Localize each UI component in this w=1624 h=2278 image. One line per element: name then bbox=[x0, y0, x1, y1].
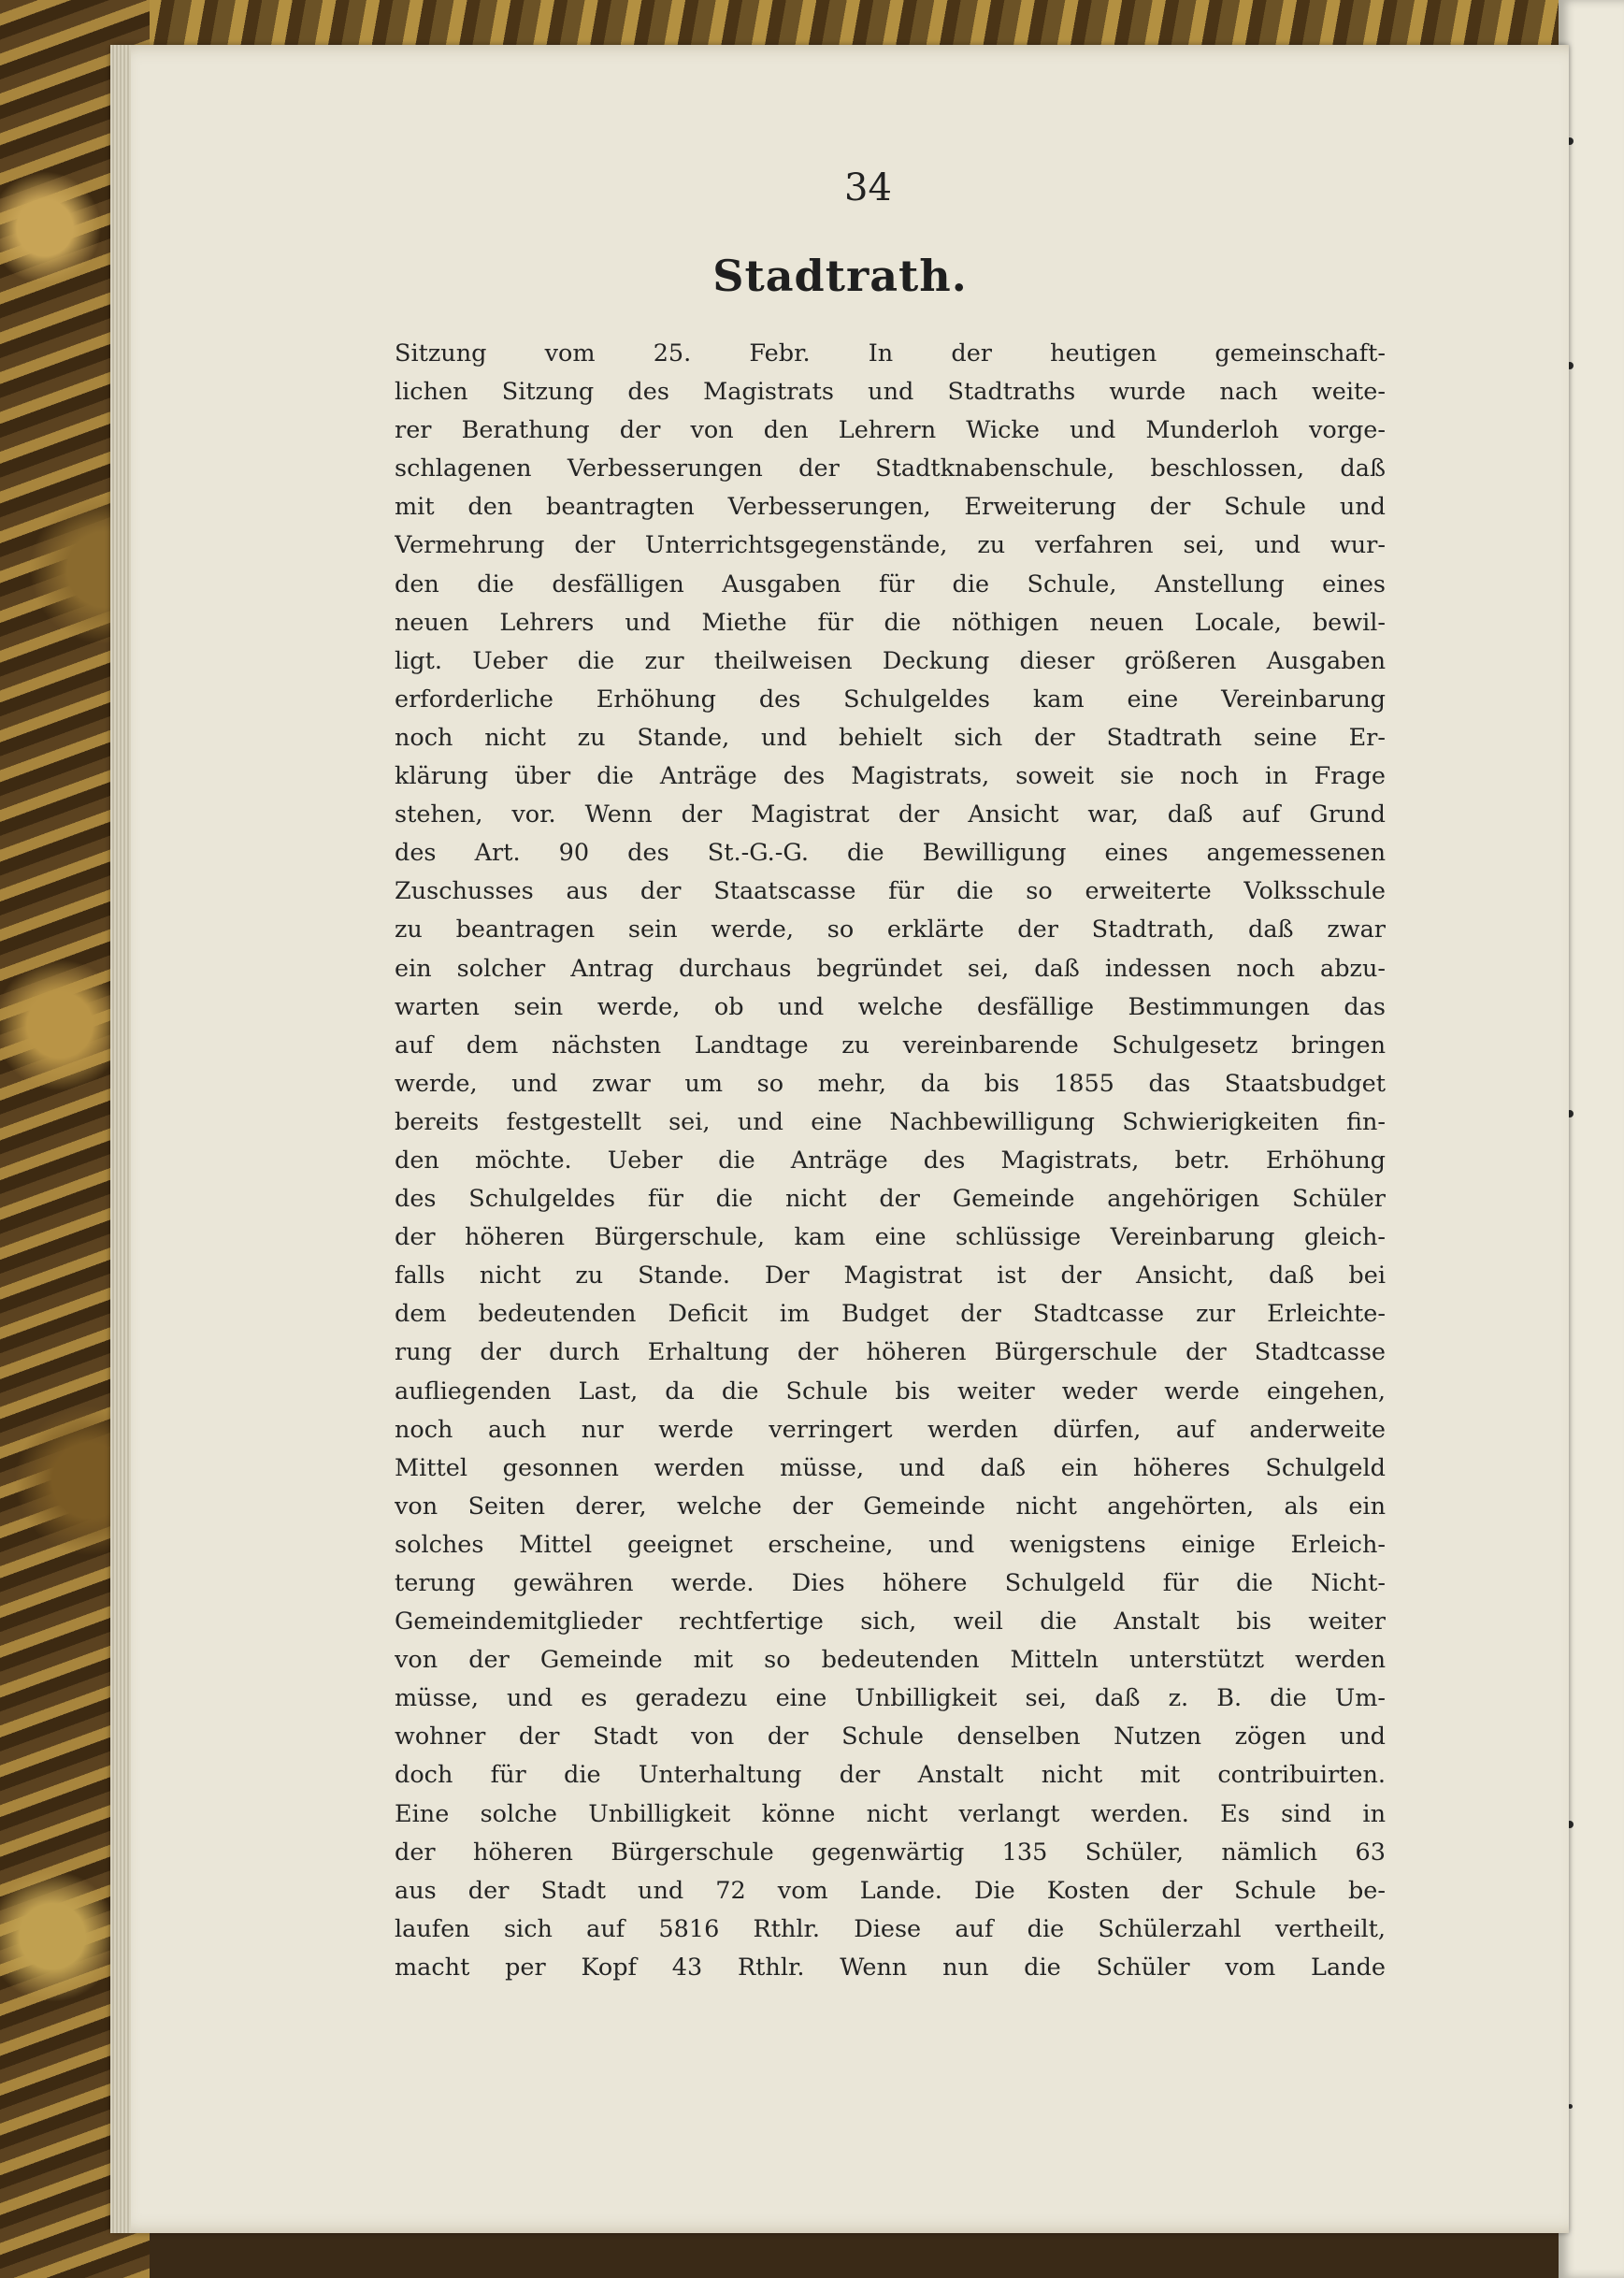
text-line: terung gewähren werde. Dies höhere Schulgeld für die Nicht- bbox=[395, 1569, 1386, 1597]
text-line: Vermehrung der Unterrichtsgegenstände, zu verfahren sei, und wur- bbox=[395, 531, 1386, 560]
section-heading: Stadtrath. bbox=[712, 251, 968, 301]
text-line: von Seiten derer, welche der Gemeinde nicht angehörten, als ein bbox=[395, 1492, 1386, 1521]
text-line: aufliegenden Last, da die Schule bis weiter weder werde eingehen, bbox=[395, 1377, 1386, 1406]
text-line: warten sein werde, ob und welche desfällige Bestimmungen das bbox=[395, 992, 1386, 1021]
text-line: klärung über die Anträge des Magistrats, soweit sie noch in Frage bbox=[395, 762, 1386, 791]
text-line: auf dem nächsten Landtage zu vereinbarende Schulgesetz bringen bbox=[395, 1031, 1386, 1060]
text-line: ligt. Ueber die zur theilweisen Deckung dieser größeren Ausgaben bbox=[395, 646, 1386, 675]
text-line: der höheren Bürgerschule, kam eine schlüssige Vereinbarung gleich- bbox=[395, 1223, 1386, 1252]
text-line: stehen, vor. Wenn der Magistrat der Ansicht war, daß auf Grund bbox=[395, 800, 1386, 829]
text-line: mit den beantragten Verbesserungen, Erweiterung der Schule und bbox=[395, 493, 1386, 522]
text-line: wohner der Stadt von der Schule denselben Nutzen zögen und bbox=[395, 1723, 1386, 1752]
text-line: neuen Lehrers und Miethe für die nöthigen neuen Locale, bewil- bbox=[395, 608, 1386, 637]
text-line: noch auch nur werde verringert werden dürfen, auf anderweite bbox=[395, 1415, 1386, 1444]
text-line: müsse, und es geradezu eine Unbilligkeit sei, daß z. B. die Um- bbox=[395, 1684, 1386, 1713]
text-line: bereits festgestellt sei, und eine Nachbewilligung Schwierigkeiten fin- bbox=[395, 1107, 1386, 1136]
text-line: den die desfälligen Ausgaben für die Schule, Anstellung eines bbox=[395, 570, 1386, 598]
text-line: des Schulgeldes für die nicht der Gemeinde angehörigen Schüler bbox=[395, 1185, 1386, 1214]
text-line: Eine solche Unbilligkeit könne nicht verlangt werden. Es sind in bbox=[395, 1799, 1386, 1828]
text-line: werde, und zwar um so mehr, da bis 1855 das Staatsbudget bbox=[395, 1069, 1386, 1098]
page-number: 34 bbox=[844, 166, 892, 209]
text-line: Zuschusses aus der Staatscasse für die so erweiterte Volksschule bbox=[395, 877, 1386, 906]
text-line: noch nicht zu Stande, und behielt sich der Stadtrath seine Er- bbox=[395, 723, 1386, 752]
text-line: den möchte. Ueber die Anträge des Magistrats, betr. Erhöhung bbox=[395, 1146, 1386, 1175]
text-line: des Art. 90 des St.-G.-G. die Bewilligung eines angemessenen bbox=[395, 839, 1386, 868]
text-line: solches Mittel geeignet erscheine, und wenigstens einige Erleich- bbox=[395, 1530, 1386, 1559]
text-line: macht per Kopf 43 Rthlr. Wenn nun die Schüler vom Lande bbox=[395, 1953, 1386, 1982]
text-line: doch für die Unterhaltung der Anstalt nicht mit contribuirten. bbox=[395, 1761, 1386, 1790]
text-line: rer Berathung der von den Lehrern Wicke und Munderloh vorge- bbox=[395, 416, 1386, 445]
text-line: schlagenen Verbesserungen der Stadtknabenschule, beschlossen, daß bbox=[395, 454, 1386, 483]
text-line: von der Gemeinde mit so bedeutenden Mitteln unterstützt werden bbox=[395, 1646, 1386, 1675]
page-stack-edge bbox=[110, 45, 131, 2233]
text-line: Gemeindemitglieder rechtfertige sich, weil die Anstalt bis weiter bbox=[395, 1608, 1386, 1636]
text-line: rung der durch Erhaltung der höheren Bürgerschule der Stadtcasse bbox=[395, 1338, 1386, 1367]
text-line: aus der Stadt und 72 vom Lande. Die Kosten der Schule be- bbox=[395, 1876, 1386, 1905]
text-line: laufen sich auf 5816 Rthlr. Diese auf die Schülerzahl vertheilt, bbox=[395, 1914, 1386, 1943]
text-line: ein solcher Antrag durchaus begründet sei, daß indessen noch abzu- bbox=[395, 954, 1386, 983]
text-line: zu beantragen sein werde, so erklärte der Stadtrath, daß zwar bbox=[395, 916, 1386, 944]
text-line: der höheren Bürgerschule gegenwärtig 135 Schüler, nämlich 63 bbox=[395, 1838, 1386, 1867]
text-line: falls nicht zu Stande. Der Magistrat ist der Ansicht, daß bei bbox=[395, 1262, 1386, 1290]
text-line: erforderliche Erhöhung des Schulgeldes kam eine Vereinbarung bbox=[395, 685, 1386, 714]
text-line: dem bedeutenden Deficit im Budget der Stadtcasse zur Erleichte- bbox=[395, 1300, 1386, 1329]
text-line: Mittel gesonnen werden müsse, und daß ein höheres Schulgeld bbox=[395, 1453, 1386, 1482]
text-line: Sitzung vom 25. Febr. In der heutigen gemeinschaft- bbox=[395, 339, 1386, 368]
body-text bbox=[395, 335, 1386, 1987]
text-line: lichen Sitzung des Magistrats und Stadtraths wurde nach weite- bbox=[395, 378, 1386, 407]
